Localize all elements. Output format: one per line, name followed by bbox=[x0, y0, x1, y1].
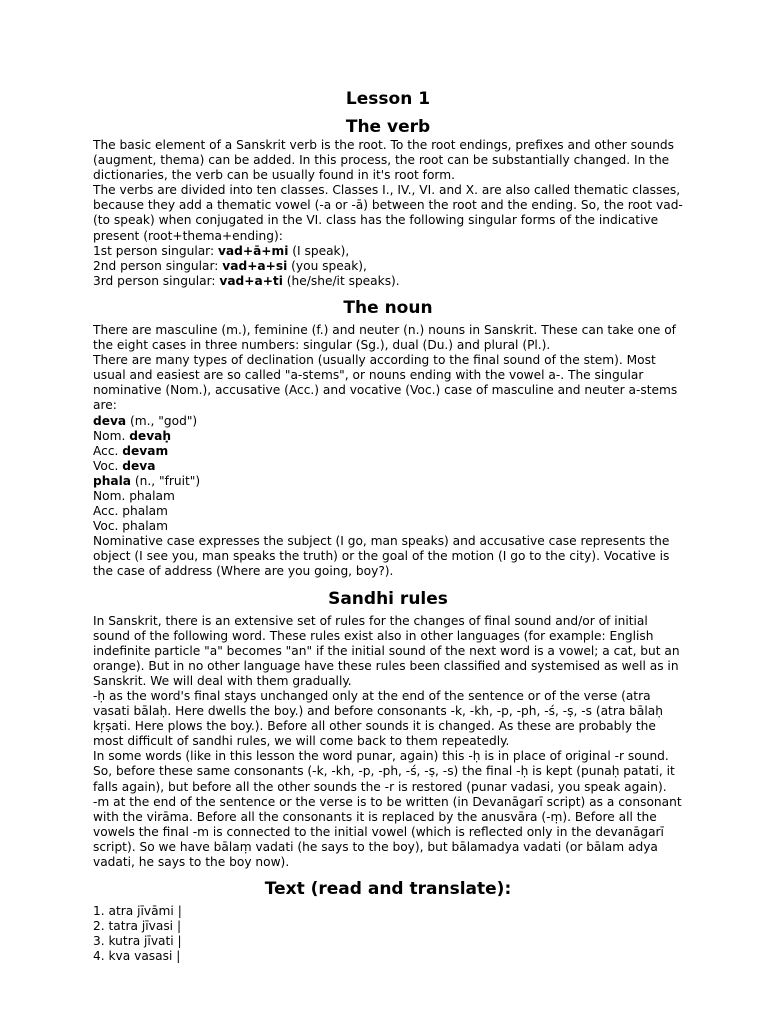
case-label: Acc. bbox=[93, 443, 123, 458]
list-item: 2. tatra jīvasi | bbox=[93, 919, 182, 934]
case-label: Nom. bbox=[93, 428, 130, 443]
lesson-title: Lesson 1 bbox=[345, 89, 431, 109]
form-label: 1st person singular: bbox=[93, 243, 218, 258]
heading-text: Text (read and translate): bbox=[264, 879, 512, 900]
phala-nom: Nom. phalam bbox=[93, 488, 175, 503]
form-bold: vad+a+ti bbox=[219, 273, 283, 288]
noun-paragraph-3: Nominative case expresses the subject (I go, man speaks) and accusative case represents the object (I see you, man speaks the truth) or the goal of the motion (I go to the city). Vocative is the case of address (Where are you going, boy?). bbox=[93, 534, 670, 579]
case-label: Voc. bbox=[93, 458, 123, 473]
sandhi-paragraph-4: -m at the end of the sentence or the verse is to be written (in Devanāgarī script) as a consonant with the virāma. Before all the consonants it is replaced by the anusvāra (-ṃ). Before all the vowels the final -m is connected to the initial vowel (which is reflected only in the devanāgarī script). So we have bālaṃ vadati (he says to the boy), but bālamadya vadati (or bālam adya vadati, he says to the boy now). bbox=[93, 794, 682, 870]
form-bold: vad+ā+mi bbox=[217, 243, 289, 258]
noun-paragraph-1: There are masculine (m.), feminine (f.) and neuter (n.) nouns in Sanskrit. These can take one of the eight cases in three numbers: singular (Sg.), dual (Du.) and plural (Pl.). bbox=[93, 322, 676, 353]
list-item: 3. kutra jīvati | bbox=[93, 934, 182, 949]
phala-gloss: (n., "fruit") bbox=[131, 473, 201, 488]
exercise-list bbox=[93, 904, 683, 964]
sandhi-paragraph-3: In some words (like in this lesson the word punar, again) this -ḥ is in place of original -r sound. So, before these same consonants (-k, -kh, -p, -ph, -ś, -ṣ, -s) the final -ḥ is kept (punaḥ patati, it falls again), but before all the other sounds the -r is restored (punar vadasi, you speak again). bbox=[93, 749, 675, 794]
phala-voc: Voc. phalam bbox=[93, 519, 168, 534]
deva-voc bbox=[93, 459, 683, 474]
verb-paragraph-1: The basic element of a Sanskrit verb is the root. To the root endings, prefixes and other sounds (augment, thema) can be added. In this process, the root can be substantially changed. In the dictionaries, the verb can be usually found in it's root form. bbox=[93, 138, 675, 183]
deva-entry bbox=[93, 414, 683, 429]
heading-verb: The verb bbox=[345, 117, 431, 137]
form-label: 2nd person singular: bbox=[93, 258, 223, 273]
phala-entry bbox=[93, 474, 683, 489]
deva-word: deva bbox=[93, 413, 127, 428]
sandhi-paragraph-1: In Sanskrit, there is an extensive set of rules for the changes of final sound and/or of initial sound of the following word. These rules exist also in other languages (for example: English indefinite particle "a" becomes "an" if the initial sound of the next word is a vowel; a cat, but an orange). But in no other language have these rules been classified and systemised as well as in Sanskrit. We will deal with them gradually. bbox=[93, 613, 680, 688]
form-bold: vad+a+si bbox=[222, 258, 288, 273]
noun-paragraph-2: There are many types of declination (usually according to the final sound of the stem). Most usual and easiest are so called "a-stems", or nouns ending with the vowel a-. The singular nominative (Nom.), accusative (Acc.) and vocative (Voc.) case of masculine and neuter a-stems are: bbox=[93, 353, 678, 413]
case-form: devam bbox=[122, 443, 169, 458]
case-form: devaḥ bbox=[129, 428, 172, 443]
case-form: deva bbox=[122, 458, 156, 473]
list-item: 1. atra jīvāmi | bbox=[93, 904, 182, 919]
list-item: 4. kva vasasi | bbox=[93, 949, 181, 964]
verb-form-3 bbox=[93, 274, 683, 289]
deva-nom bbox=[93, 429, 683, 444]
heading-sandhi: Sandhi rules bbox=[328, 588, 448, 609]
deva-gloss: (m., "god") bbox=[126, 413, 198, 428]
form-gloss: (I speak), bbox=[288, 243, 350, 258]
verb-form-2 bbox=[93, 259, 683, 274]
heading-noun: The noun bbox=[343, 297, 433, 318]
phala-word: phala bbox=[93, 473, 132, 488]
deva-acc bbox=[93, 444, 683, 459]
form-label: 3rd person singular: bbox=[93, 273, 220, 288]
verb-form-1 bbox=[93, 244, 683, 259]
form-gloss: (he/she/it speaks). bbox=[282, 273, 400, 288]
sandhi-paragraph-2: -ḥ as the word's final stays unchanged only at the end of the sentence or of the verse (atra vasati bālaḥ. Here dwells the boy.) and before consonants -k, -kh, -p, -ph, -ś, -ṣ, -s (atra bālaḥ kṛṣati. Here plows the boy.). Before all other sounds it is changed. As these are probably the most difficult of sandhi rules, we will come back to them repeatedly. bbox=[93, 689, 663, 749]
document-page bbox=[93, 88, 683, 965]
verb-paragraph-2: The verbs are divided into ten classes. Classes I., IV., VI. and X. are also called thematic classes, because they add a thematic vowel (-a or -ā) between the root and the ending. So, the root vad- (to speak) when conjugated in the VI. class has the following singular forms of the indicative present (root+thema+ending): bbox=[93, 183, 683, 243]
form-gloss: (you speak), bbox=[287, 258, 367, 273]
phala-acc: Acc. phalam bbox=[93, 504, 168, 519]
